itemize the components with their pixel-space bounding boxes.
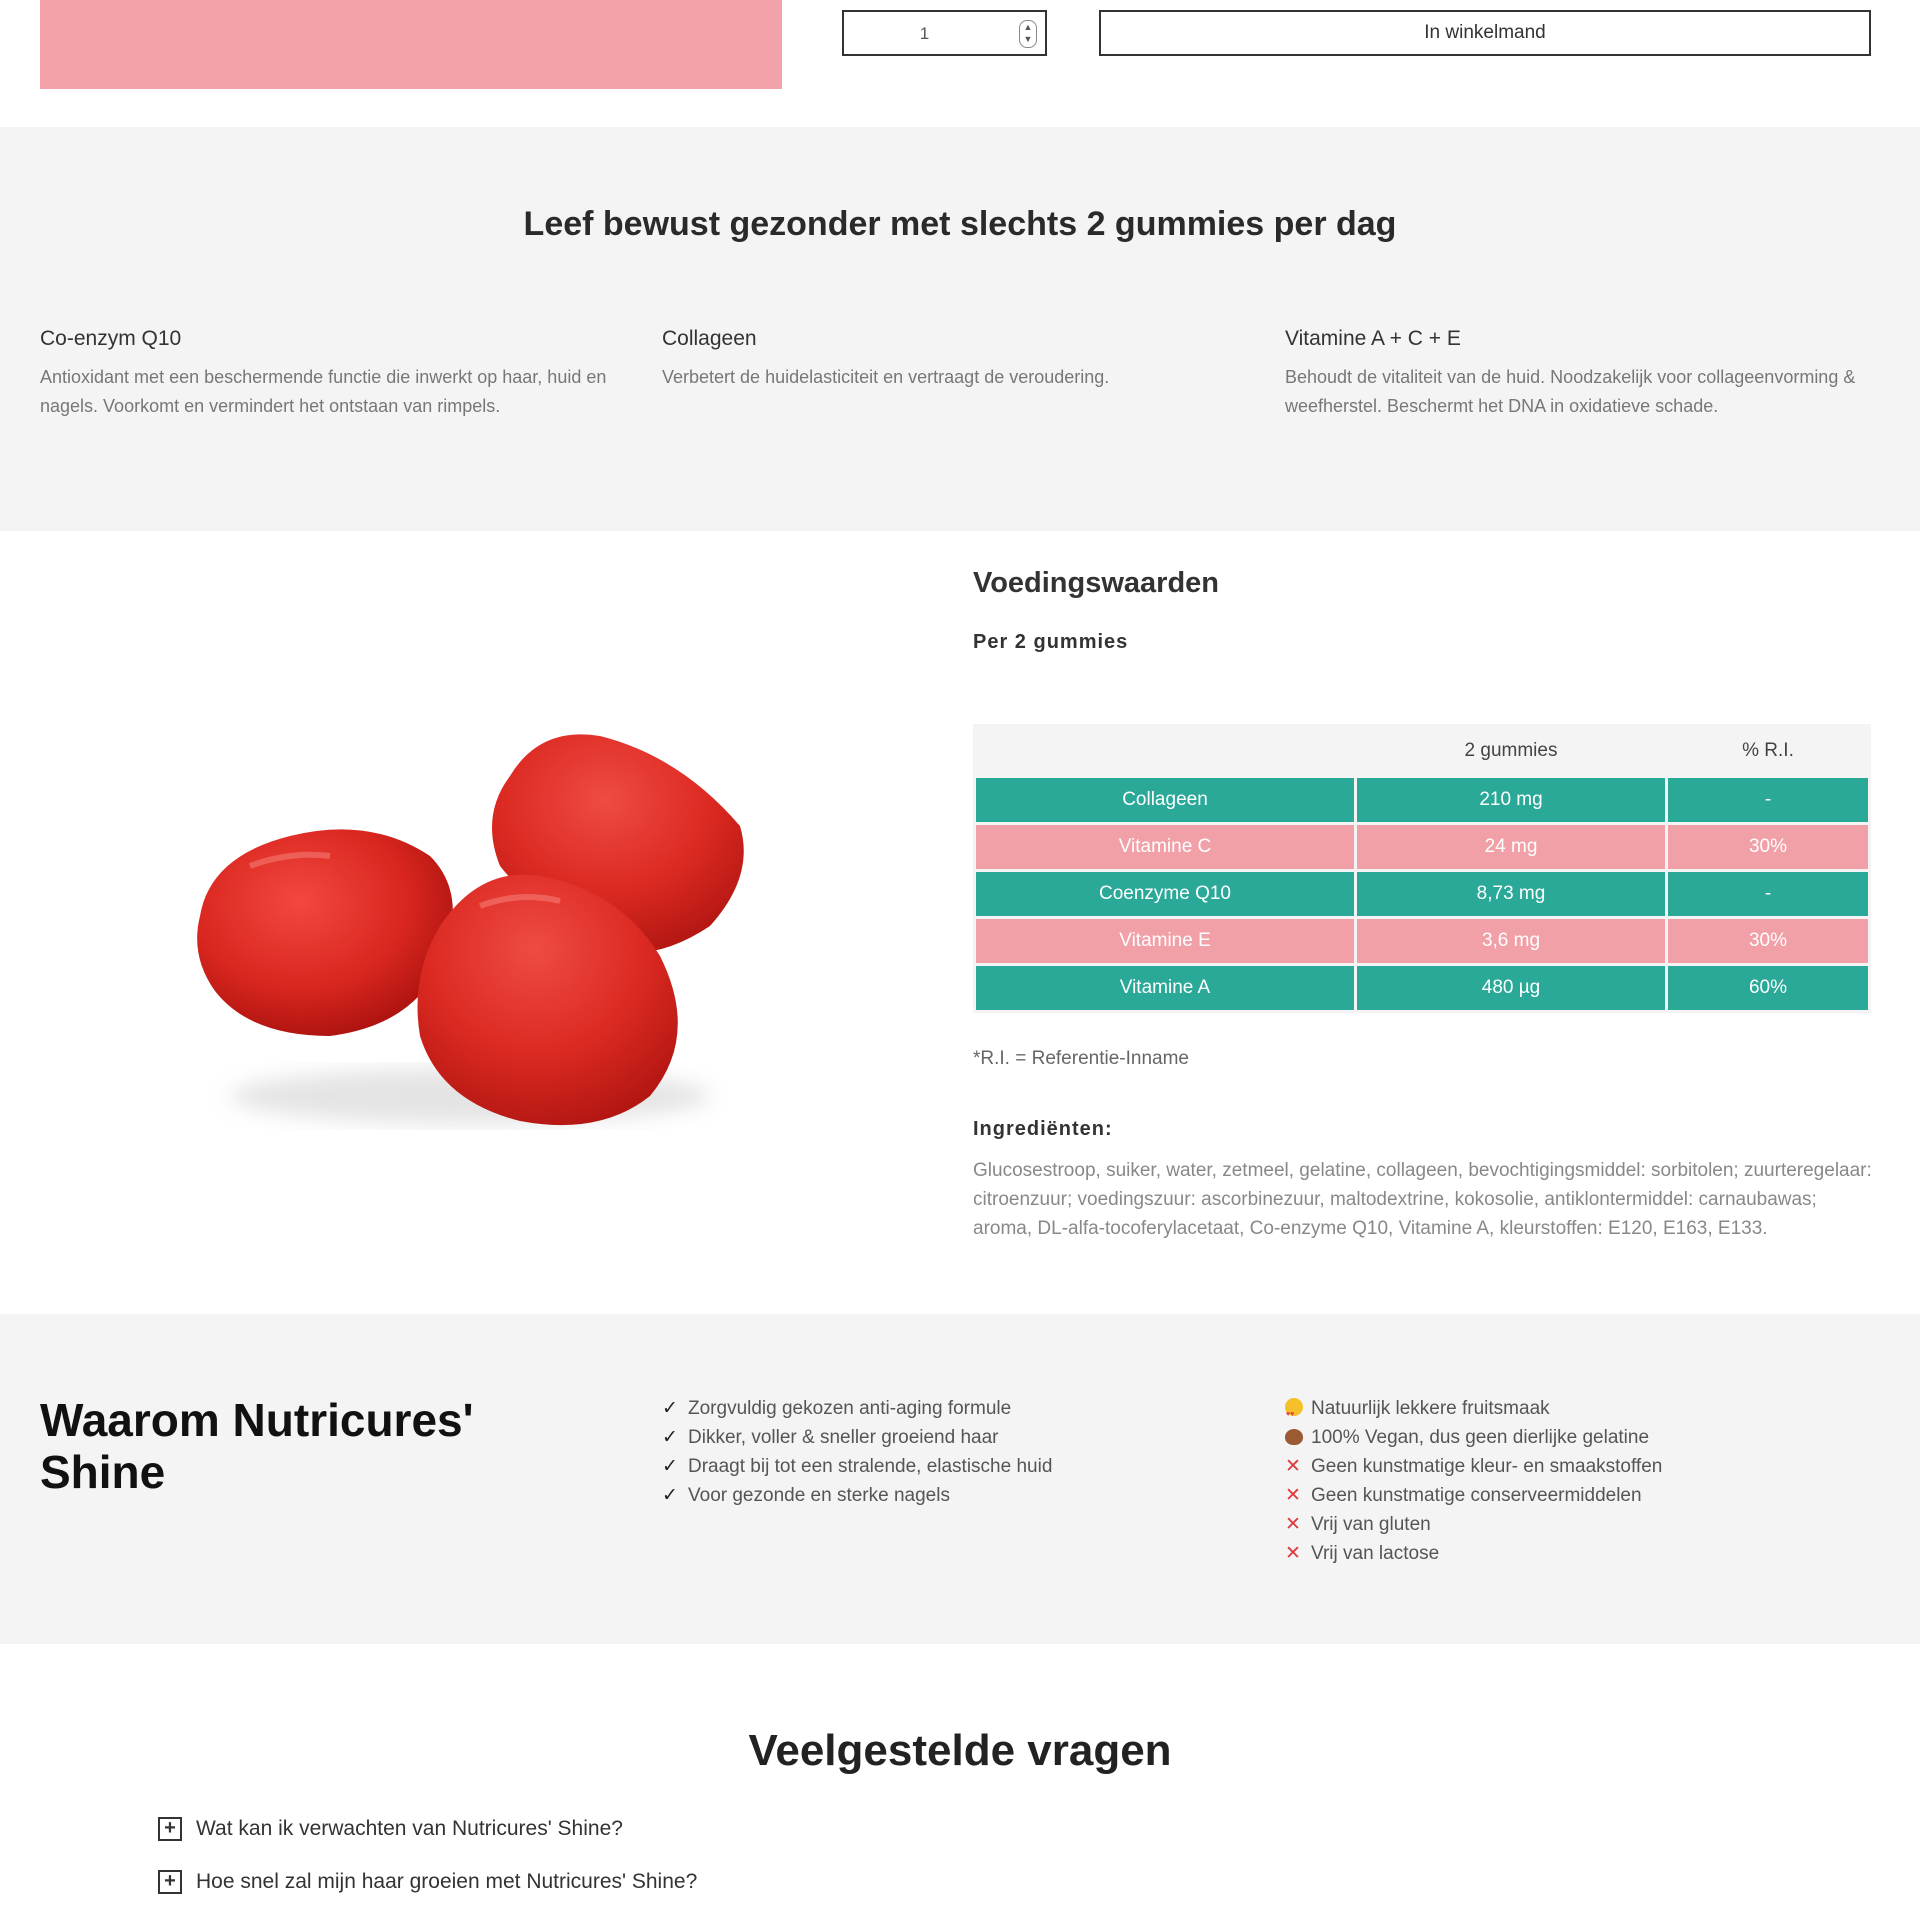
list-item (662, 1394, 1052, 1423)
benefit-vitamines (1285, 327, 1875, 421)
nutrient-amount: 480 µg (1357, 966, 1665, 1010)
heart-eyes-emoji-icon (1285, 1398, 1303, 1416)
list-item-text: Vrij van lactose (1311, 1543, 1440, 1564)
check-icon: ✓ (662, 1456, 678, 1477)
check-icon: ✓ (662, 1427, 678, 1448)
list-item (662, 1452, 1052, 1481)
list-item (1285, 1452, 1662, 1481)
table-row (976, 966, 1868, 1010)
list-item (662, 1481, 1052, 1510)
list-item (1285, 1481, 1662, 1510)
nutrient-name: Vitamine E (976, 919, 1354, 963)
why-section (0, 1314, 1920, 1644)
table-header-row (976, 727, 1868, 775)
benefit-text: Antioxidant met een beschermende functie die inwerkt op haar, huid en nagels. Voorkomt en vermindert het ontstaan van rimpels. (40, 367, 607, 416)
nutrient-ri: - (1668, 872, 1868, 916)
list-item-text: Dikker, voller & sneller groeiend haar (688, 1427, 999, 1448)
nutrient-name: Vitamine C (976, 825, 1354, 869)
table-row (976, 825, 1868, 869)
nutrient-ri: 60% (1668, 966, 1868, 1010)
nutrient-name: Vitamine A (976, 966, 1354, 1010)
benefits-section (0, 127, 1920, 531)
faq-section (0, 1644, 1920, 1920)
faq-item[interactable] (158, 1817, 623, 1841)
nutrient-amount: 210 mg (1357, 778, 1665, 822)
cross-icon: ✕ (1285, 1514, 1301, 1535)
benefit-title: Collageen (662, 327, 757, 350)
benefit-text: Verbetert de huidelasticiteit en vertraagt de veroudering. (662, 367, 1110, 387)
quantity-stepper-icon[interactable]: ▲ ▼ (1019, 20, 1037, 48)
benefit-text: Behoudt de vitaliteit van de huid. Noodzakelijk voor collageenvorming & weefherstel. Beschermt het DNA in oxidatieve schade. (1285, 367, 1856, 416)
benefit-title: Vitamine A + C + E (1285, 327, 1461, 350)
table-row (976, 872, 1868, 916)
benefits-checklist (662, 1394, 1052, 1510)
list-item (662, 1423, 1052, 1452)
add-to-cart-button[interactable]: In winkelmand (1099, 10, 1871, 56)
product-image-bottom (40, 0, 782, 89)
bear-emoji-icon (1285, 1429, 1303, 1445)
nutrition-section (0, 531, 1920, 1314)
ingredients-title: Ingrediënten: (973, 1118, 1113, 1140)
faq-title: Veelgestelde vragen (748, 1726, 1172, 1775)
quantity-value: 1 (919, 24, 930, 43)
gummies-image (180, 716, 760, 1146)
benefit-collageen (662, 327, 1252, 392)
expand-plus-icon[interactable]: + (158, 1870, 182, 1894)
nutrient-ri: - (1668, 778, 1868, 822)
nutrient-name: Coenzyme Q10 (976, 872, 1354, 916)
list-item (1285, 1510, 1662, 1539)
table-header (976, 727, 1354, 775)
benefits-title: Leef bewust gezonder met slechts 2 gummies per dag (523, 205, 1397, 243)
benefit-title: Co-enzym Q10 (40, 327, 182, 350)
list-item (1285, 1394, 1662, 1423)
expand-plus-icon[interactable]: + (158, 1817, 182, 1841)
table-header: 2 gummies (1357, 727, 1665, 775)
why-title: Waarom Nutricures' Shine (40, 1394, 474, 1498)
purchase-bar (0, 0, 1920, 127)
list-item-text: Draagt bij tot een stralende, elastische huid (688, 1456, 1053, 1477)
nutrition-title: Voedingswaarden (973, 567, 1220, 599)
quantity-input[interactable] (842, 10, 1047, 56)
list-item-text: Natuurlijk lekkere fruitsmaak (1311, 1398, 1550, 1419)
check-icon: ✓ (662, 1398, 678, 1419)
nutrient-ri: 30% (1668, 919, 1868, 963)
faq-item[interactable] (158, 1870, 697, 1894)
faq-question[interactable]: Hoe snel zal mijn haar groeien met Nutricures' Shine? (196, 1870, 698, 1893)
list-item-text: 100% Vegan, dus geen dierlijke gelatine (1311, 1427, 1650, 1448)
cross-icon: ✕ (1285, 1543, 1301, 1564)
cross-icon: ✕ (1285, 1456, 1301, 1477)
ri-footnote: *R.I. = Referentie-Inname (973, 1048, 1189, 1069)
table-row (976, 919, 1868, 963)
list-item (1285, 1423, 1662, 1452)
list-item-text: Vrij van gluten (1311, 1514, 1431, 1535)
list-item-text: Zorgvuldig gekozen anti-aging formule (688, 1398, 1012, 1419)
list-item-text: Geen kunstmatige kleur- en smaakstoffen (1311, 1456, 1663, 1477)
benefit-coenzyme (40, 327, 630, 421)
table-header: % R.I. (1668, 727, 1868, 775)
ingredients-text: Glucosestroop, suiker, water, zetmeel, gelatine, collageen, bevochtigingsmiddel: sorbitolen; zuurteregelaar: citroenzuur; voedingszuur: ascorbinezuur, maltodextrine, kokosolie, antiklontermiddel: carnaubawas; aroma, DL-alfa-tocoferylacetaat, Co-enzyme Q10, Vitamine A, kleurstoffen: E120, E163, E133. (973, 1160, 1872, 1239)
features-list (1285, 1394, 1662, 1568)
check-icon: ✓ (662, 1485, 678, 1506)
nutrient-amount: 24 mg (1357, 825, 1665, 869)
list-item-text: Geen kunstmatige conserveermiddelen (1311, 1485, 1642, 1506)
nutrient-amount: 8,73 mg (1357, 872, 1665, 916)
faq-question[interactable]: Wat kan ik verwachten van Nutricures' Shine? (196, 1817, 623, 1840)
nutrient-amount: 3,6 mg (1357, 919, 1665, 963)
nutrient-ri: 30% (1668, 825, 1868, 869)
list-item (1285, 1539, 1662, 1568)
table-row (976, 778, 1868, 822)
nutrition-subtitle: Per 2 gummies (973, 631, 1129, 653)
nutrient-name: Collageen (976, 778, 1354, 822)
nutrition-table (973, 724, 1871, 1013)
list-item-text: Voor gezonde en sterke nagels (688, 1485, 950, 1506)
cross-icon: ✕ (1285, 1485, 1301, 1506)
